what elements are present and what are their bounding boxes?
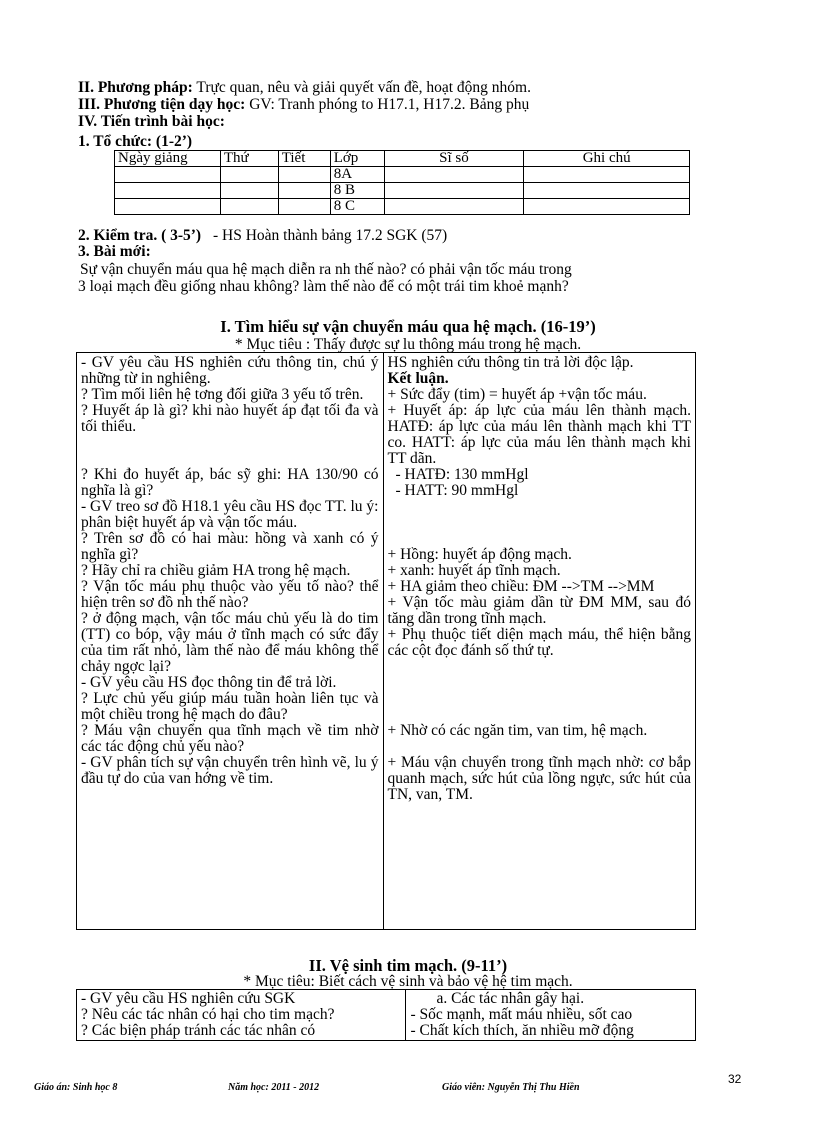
new-lesson-label: 3. Bài mới: — [78, 243, 151, 260]
org-class-cell: 8A — [330, 167, 384, 183]
org-table — [114, 150, 690, 215]
org-row — [115, 199, 690, 215]
activity-item: - GV phân tích sự vận chuyển trên hình vẽ, lu ý đầu tự do của van hớng về tim. — [81, 754, 379, 787]
page-number: 32 — [728, 1072, 742, 1086]
answer-item: + Hồng: huyết áp động mạch. — [387, 546, 572, 563]
activity-item: - GV yêu cầu HS nghiên cứu SGK — [81, 990, 296, 1007]
section2-goal: * Mục tiêu: Biết cách vệ sinh và bảo vệ hệ tim mạch. — [243, 973, 573, 990]
process-label: IV. Tiến trình bài học: — [78, 113, 225, 130]
activity-item: ? Nêu các tác nhân có hại cho tim mạch? — [81, 1006, 335, 1023]
org-header-cell: Tiết — [278, 151, 330, 167]
activity-item: - GV treo sơ đồ H18.1 yêu cầu HS đọc TT. lu ý: phân biệt huyết áp và vận tốc máu. — [81, 498, 379, 531]
org-header-cell: Ghi chú — [524, 151, 690, 167]
answer-item: + Nhờ có các ngăn tim, van tim, hệ mạch. — [387, 722, 648, 739]
org-header-cell: Ngày giảng — [115, 151, 221, 167]
answer-item: + Phụ thuộc tiết diện mạch máu, thể hiện bằng các cột đọc đánh số thứ tự. — [387, 626, 691, 659]
footer-lesson-plan: Giáo án: Sinh học 8 — [34, 1082, 118, 1093]
method-label: II. Phương pháp: — [78, 79, 193, 96]
org-header-row — [115, 151, 690, 167]
answer-item: - HATT: 90 mmHgl — [395, 482, 519, 499]
org-label: 1. Tổ chức: (1-2’) — [78, 133, 193, 150]
check-label: 2. Kiểm tra. ( 3-5’) — [78, 227, 202, 244]
method-text: Trực quan, nêu và giải quyết vấn đề, hoạt động nhóm. — [196, 79, 531, 96]
answer-item: + Sức đẩy (tim) = huyết áp +vận tốc máu. — [387, 386, 647, 403]
activity-item: ? Lực chủ yếu giúp máu tuần hoàn liên tục và một chiều trong hệ mạch do đâu? — [81, 690, 379, 723]
answer-item: - Sốc mạnh, mất máu nhiều, sốt cao — [410, 1006, 633, 1023]
section1-title: I. Tìm hiểu sự vận chuyển máu qua hệ mạch. (16-19’) — [220, 317, 596, 336]
activity-item: ? Tìm mối liên hệ tơng đối giữa 3 yếu tố trên. — [81, 386, 364, 403]
method-line — [78, 79, 531, 96]
footer-teacher: Giáo viên: Nguyễn Thị Thu Hiền — [442, 1082, 580, 1093]
answer-item: - HATĐ: 130 mmHgl — [395, 466, 529, 483]
section1-right-cell — [383, 353, 696, 930]
activity-item: ? Khi đo huyết áp, bác sỹ ghi: HA 130/90 có nghĩa là gì? — [81, 466, 379, 499]
intro-line-1: Sự vận chuyển máu qua hệ mạch diễn ra nh thế nào? có phải vận tốc máu trong — [80, 261, 572, 278]
section2-table — [76, 989, 696, 1041]
answer-item: + Vận tốc màu giảm dần từ ĐM MM, sau đó tăng dần trong tĩnh mạch. — [387, 594, 691, 627]
section1-table — [76, 352, 696, 930]
org-line — [78, 133, 192, 150]
section1-left-cell — [77, 353, 384, 930]
answer-item: a. Các tác nhân gây hại. — [436, 990, 585, 1007]
org-header-cell: Sĩ số — [384, 151, 524, 167]
activity-item: ? Vận tốc máu phụ thuộc vào yếu tố nào? thể hiện trên sơ đồ nh thế nào? — [81, 578, 379, 611]
section2-left-cell — [77, 990, 406, 1041]
answer-item: + Huyết áp: áp lực của máu lên thành mạch. HATĐ: áp lực của máu lên thành mạch khi TT co. HATT: áp lực của máu lên thành mạch khi TT dãn. — [387, 402, 691, 467]
answer-item: + xanh: huyết áp tĩnh mạch. — [387, 562, 561, 579]
activity-item: ? ở động mạch, vận tốc máu chủ yếu là do tim (TT) co bóp, vậy máu ở tĩnh mạch có sức đẩy của tim rất nhỏ, làm thế nào để máu không thể chảy ngợc lại? — [81, 610, 379, 675]
org-class-cell: 8 C — [330, 199, 384, 215]
tools-line — [78, 96, 529, 113]
org-row — [115, 183, 690, 199]
org-row — [115, 167, 690, 183]
answer-item: - Chất kích thích, ăn nhiều mỡ động — [410, 1022, 634, 1039]
process-line — [78, 113, 225, 130]
answer-item: + HA giảm theo chiều: ĐM -->TM -->MM — [387, 578, 655, 595]
activity-item: ? Máu vận chuyển qua tĩnh mạch về tim nhờ các tác động chủ yếu nào? — [81, 722, 379, 755]
intro-line-2: 3 loại mạch đều giống nhau không? làm thế nào để có một trái tim khoẻ mạnh? — [78, 278, 569, 295]
answer-item: + Máu vận chuyển trong tĩnh mạch nhờ: cơ bắp quanh mạch, sức hút của lồng ngực, sức hút của TN, van, TM. — [387, 754, 691, 803]
answer-intro: HS nghiên cứu thông tin trả lời độc lập. — [387, 354, 634, 371]
section1-goal: * Mục tiêu : Thấy được sự lu thông máu trong hệ mạch. — [234, 336, 582, 353]
section2-right-cell — [406, 990, 696, 1041]
activity-item: - GV yêu cầu HS đọc thông tin để trả lời. — [81, 674, 337, 691]
activity-item: ? Các biện pháp tránh các tác nhân có — [81, 1022, 316, 1039]
tools-label: III. Phương tiện dạy học: — [78, 96, 246, 113]
org-header-cell: Lớp — [330, 151, 384, 167]
org-header-cell: Thứ — [220, 151, 278, 167]
tools-text: GV: Tranh phóng to H17.1, H17.2. Bảng phụ — [249, 96, 530, 113]
activity-item: ? Huyết áp là gì? khi nào huyết áp đạt tối đa và tối thiểu. — [81, 402, 379, 435]
footer-school-year: Năm học: 2011 - 2012 — [228, 1082, 320, 1093]
org-class-cell: 8 B — [330, 183, 384, 199]
check-line — [78, 227, 447, 244]
section2-title: II. Vệ sinh tim mạch. (9-11’) — [308, 956, 508, 975]
activity-item: ? Trên sơ đồ có hai màu: hồng và xanh có ý nghĩa gì? — [81, 530, 379, 563]
activity-item: - GV yêu cầu HS nghiên cứu thông tin, chú ý những từ in nghiêng. — [81, 354, 379, 387]
check-text: - HS Hoàn thành bảng 17.2 SGK (57) — [212, 227, 448, 244]
activity-item: ? Hãy chỉ ra chiều giảm HA trong hệ mạch. — [81, 562, 351, 579]
conclusion-label: Kết luận. — [387, 370, 449, 387]
new-lesson-line — [78, 243, 151, 260]
